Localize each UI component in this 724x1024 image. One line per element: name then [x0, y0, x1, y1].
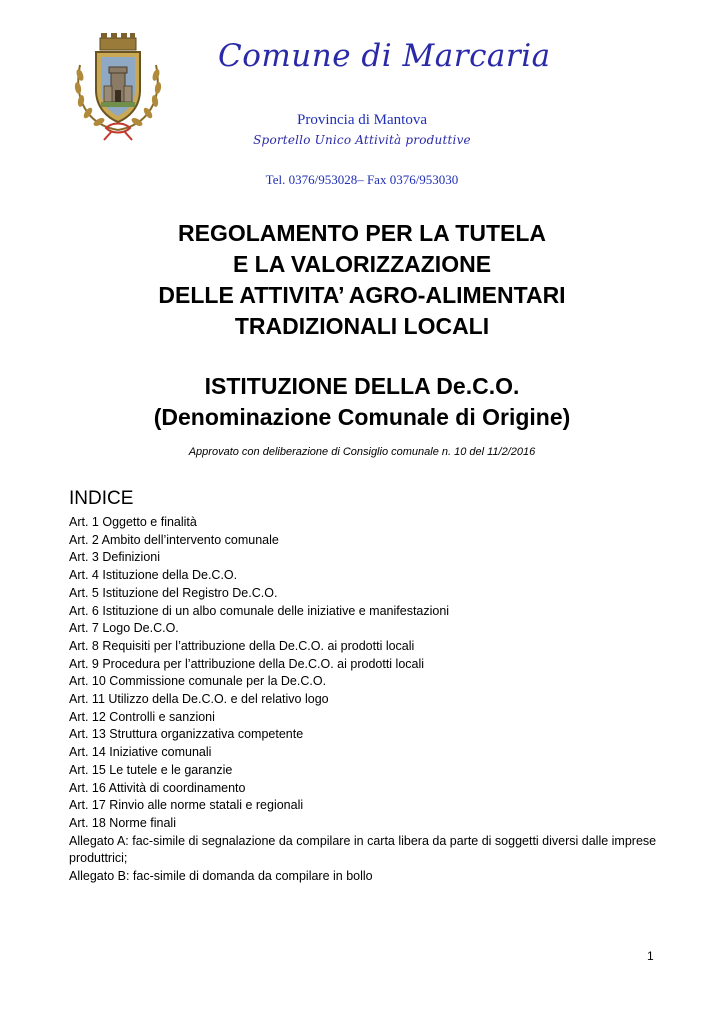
index-item: Art. 2 Ambito dell’intervento comunale: [69, 532, 279, 547]
contact-numbers: Tel. 0376/953028– Fax 0376/953030: [265, 172, 459, 187]
title-line: E LA VALORIZZAZIONE: [232, 251, 492, 277]
index-item: Allegato A: fac-simile di segnalazione da compilare in carta libera da parte di soggetti diversi dalle imprese produttrici;: [69, 833, 657, 866]
index-item: Art. 6 Istituzione di un albo comunale delle iniziative e manifestazioni: [69, 603, 450, 618]
subtitle-line: (Denominazione Comunale di Origine): [153, 404, 571, 430]
index-item: Art. 11 Utilizzo della De.C.O. e del relativo logo: [69, 692, 329, 707]
title-line: DELLE ATTIVITA’ AGRO-ALIMENTARI: [158, 282, 566, 308]
office-name: Sportello Unico Attività produttive: [253, 133, 471, 147]
index-item: Art. 7 Logo De.C.O.: [69, 621, 179, 636]
index-item: Art. 15 Le tutele e le garanzie: [69, 762, 233, 777]
index-item: Art. 4 Istituzione della De.C.O.: [69, 568, 238, 583]
title-line: REGOLAMENTO PER LA TUTELA: [178, 220, 546, 246]
subtitle-line: ISTITUZIONE DELLA De.C.O.: [204, 373, 520, 399]
index-item: Art. 13 Struttura organizzativa competente: [69, 727, 304, 742]
index-list: [69, 514, 669, 886]
index-item: Art. 12 Controlli e sanzioni: [69, 709, 215, 724]
index-item: Art. 9 Procedura per l’attribuzione della De.C.O. ai prodotti locali: [69, 656, 425, 671]
document-subtitle: [0, 371, 724, 433]
approval-note: Approvato con deliberazione di Consiglio comunale n. 10 del 11/2/2016: [188, 446, 536, 458]
index-item: Allegato B: fac-simile di domanda da compilare in bollo: [69, 869, 373, 884]
index-item: Art. 3 Definizioni: [69, 550, 161, 565]
municipality-name: Comune di Marcaria: [218, 38, 551, 74]
index-item: Art. 8 Requisiti per l’attribuzione della De.C.O. ai prodotti locali: [69, 638, 415, 653]
document-title: [0, 218, 724, 342]
index-heading: INDICE: [69, 488, 134, 509]
index-item: Art. 1 Oggetto e finalità: [69, 515, 197, 529]
page-number: 1: [647, 949, 654, 963]
index-item: Art. 14 Iniziative comunali: [69, 745, 212, 760]
province-name: Provincia di Mantova: [297, 112, 427, 128]
index-item: Art. 16 Attività di coordinamento: [69, 780, 246, 795]
index-item: Art. 17 Rinvio alle norme statali e regionali: [69, 798, 304, 813]
title-line: TRADIZIONALI LOCALI: [234, 313, 490, 339]
index-item: Art. 5 Istituzione del Registro De.C.O.: [69, 585, 278, 600]
index-item: Art. 10 Commissione comunale per la De.C.O.: [69, 674, 327, 689]
index-item: Art. 18 Norme finali: [69, 815, 176, 830]
